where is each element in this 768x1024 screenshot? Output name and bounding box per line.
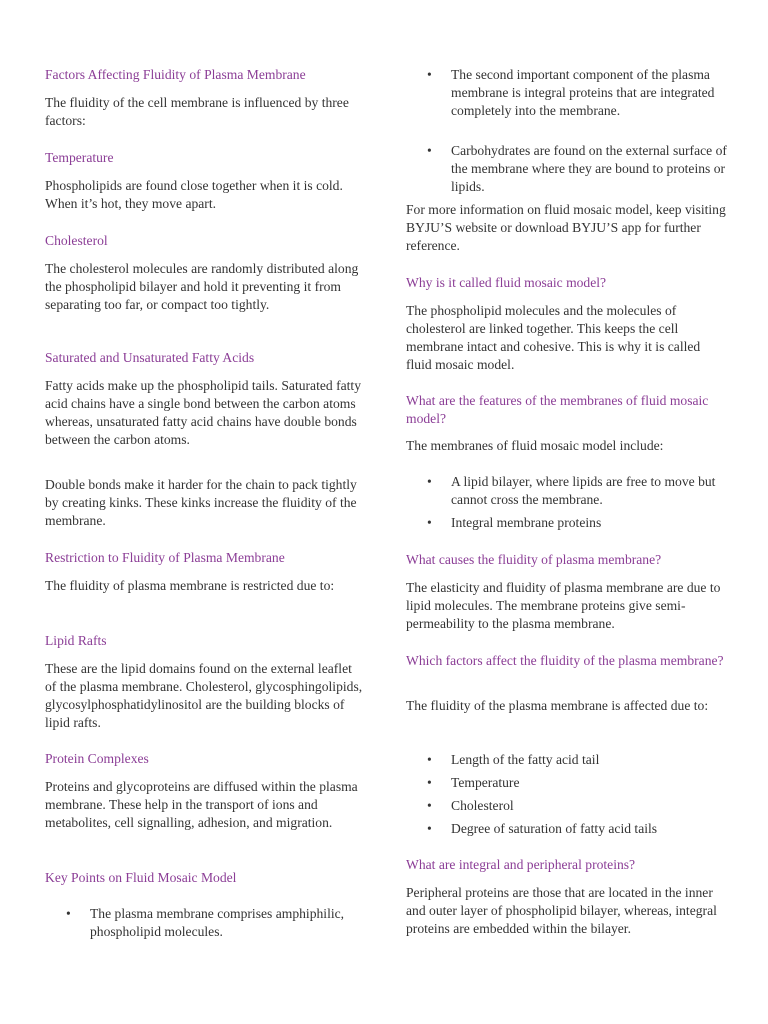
list-item — [406, 473, 728, 509]
heading-integral-peripheral: What are integral and peripheral proteins? — [406, 857, 636, 872]
heading-protein-complexes: Protein Complexes — [45, 751, 149, 766]
bullet-icon: • — [427, 821, 432, 836]
paragraph-cholesterol: The cholesterol molecules are randomly distributed along the phospholipid bilayer and hold it preventing it from separating too far, or compact too tightly. — [45, 261, 359, 312]
list-item-text: Carbohydrates are found on the external surface of the membrane where they are bound to proteins or lipids. — [451, 143, 727, 194]
heading-fatty-acids: Saturated and Unsaturated Fatty Acids — [45, 350, 255, 365]
bullet-icon: • — [427, 775, 432, 790]
heading-key-points: Key Points on Fluid Mosaic Model — [45, 870, 237, 885]
bullet-icon: • — [427, 143, 432, 158]
list-item-text: The plasma membrane comprises amphiphilic, phospholipid molecules. — [90, 906, 345, 939]
heading-cholesterol: Cholesterol — [45, 233, 108, 248]
paragraph-fatty-acids-2: Double bonds make it harder for the chain to pack tightly by creating kinks. These kinks increase the fluidity of the membrane. — [45, 477, 357, 528]
bullet-icon: • — [427, 67, 432, 82]
list-item — [406, 774, 728, 792]
heading-lipid-rafts: Lipid Rafts — [45, 633, 107, 648]
paragraph-lipid-rafts: These are the lipid domains found on the external leaflet of the plasma membrane. Cholesterol, glycosphingolipids, glycosylphosphatidylinositol are the building blocks of lipid rafts. — [45, 661, 363, 730]
heading-temperature: Temperature — [45, 150, 114, 165]
paragraph-temperature: Phospholipids are found close together when it is cold. When it’s hot, they move apart. — [45, 178, 343, 211]
list-item-text: Integral membrane proteins — [451, 515, 602, 530]
paragraph-why-fluid-mosaic: The phospholipid molecules and the molecules of cholesterol are linked together. This keeps the cell membrane intact and cohesive. This is why it is called fluid mosaic model. — [406, 303, 701, 372]
list-item-text: A lipid bilayer, where lipids are free to move but cannot cross the membrane. — [451, 474, 716, 507]
bullet-icon: • — [427, 798, 432, 813]
bullet-icon: • — [427, 752, 432, 767]
bullet-icon: • — [427, 515, 432, 530]
list-item — [406, 820, 728, 838]
paragraph-integral-peripheral: Peripheral proteins are those that are located in the inner and outer layer of phospholipid bilayer, whereas, integral proteins are embedded within the bilayer. — [406, 885, 717, 936]
paragraph-which-factors: The fluidity of the plasma membrane is affected due to: — [406, 698, 709, 713]
list-item-text: Cholesterol — [451, 798, 514, 813]
heading-which-factors: Which factors affect the fluidity of the plasma membrane? — [406, 653, 724, 668]
paragraph-causes: The elasticity and fluidity of plasma membrane are due to lipid molecules. The membrane proteins give semi-permeability to the plasma membrane. — [406, 580, 721, 631]
paragraph-features: The membranes of fluid mosaic model include: — [406, 438, 664, 453]
heading-causes: What causes the fluidity of plasma membrane? — [406, 552, 662, 567]
list-item — [406, 514, 728, 532]
list-item — [45, 905, 365, 941]
bullet-icon: • — [427, 474, 432, 489]
list-item-text: The second important component of the plasma membrane is integral proteins that are integrated completely into the membrane. — [451, 67, 715, 118]
heading-restriction: Restriction to Fluidity of Plasma Membrane — [45, 550, 285, 565]
list-item-text: Temperature — [451, 775, 520, 790]
list-item-text: Degree of saturation of fatty acid tails — [451, 821, 658, 836]
heading-factors: Factors Affecting Fluidity of Plasma Membrane — [45, 67, 306, 82]
bullet-icon: • — [66, 906, 71, 921]
paragraph-fatty-acids-1: Fatty acids make up the phospholipid tails. Saturated fatty acid chains have a single bond between the carbon atoms whereas, unsaturated fatty acid chains have double bonds between the carbon atoms. — [45, 378, 361, 447]
list-item — [406, 142, 728, 196]
heading-why-fluid-mosaic: Why is it called fluid mosaic model? — [406, 275, 607, 290]
list-item-text: Length of the fatty acid tail — [451, 752, 600, 767]
paragraph-protein-complexes: Proteins and glycoproteins are diffused within the plasma membrane. These help in the transport of ions and metabolites, cell signalling, adhesion, and migration. — [45, 779, 358, 830]
paragraph-more-info: For more information on fluid mosaic model, keep visiting BYJU’S website or download BYJU’S app for further reference. — [406, 202, 726, 253]
paragraph-restriction: The fluidity of plasma membrane is restricted due to: — [45, 578, 335, 593]
list-item — [406, 751, 728, 769]
list-item — [406, 66, 728, 120]
paragraph-factors: The fluidity of the cell membrane is influenced by three factors: — [45, 95, 349, 128]
heading-features: What are the features of the membranes of fluid mosaic model? — [406, 393, 709, 426]
list-item — [406, 797, 728, 815]
